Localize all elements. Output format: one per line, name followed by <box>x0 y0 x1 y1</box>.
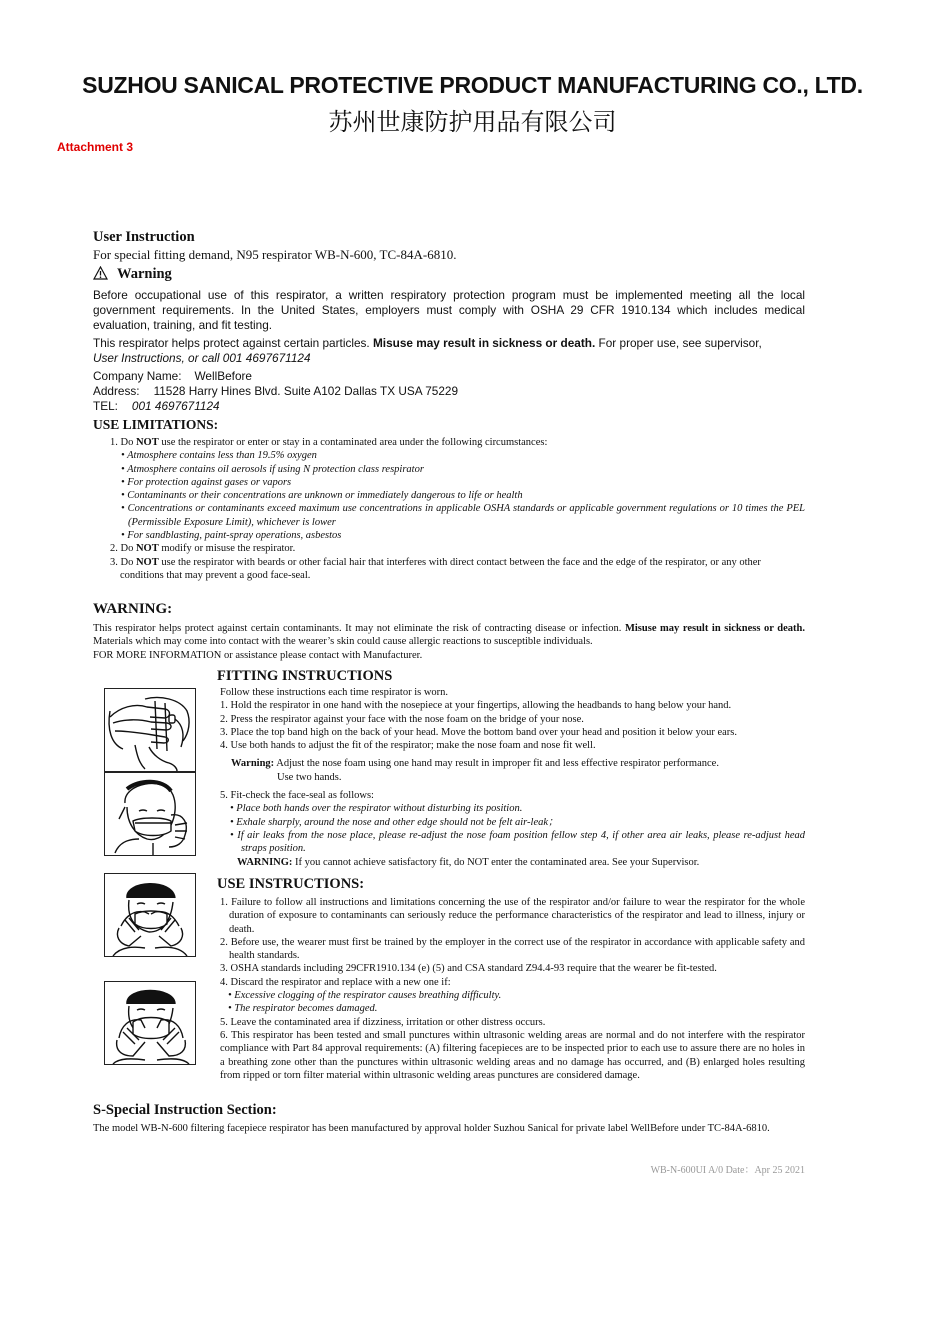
limitation-bullet: • Atmosphere contains oil aerosols if using N protection class respirator <box>121 463 424 475</box>
use-instruction-item: 6. This respirator has been tested and small punctures within ultrasonic welding areas are normal and do not interfere with the respirator compliance with Part 84 approval requirements: (A) filtering facepieces are to be inspected prior to each use to assure there are no holes in a breathing zone other than the punctures within ultrasonic welding areas and no damage has occurred, and (B) enlarged holes resulting from ripped or torn filter material within ultrasonic welding areas punctures are considered damage. <box>220 1029 805 1081</box>
hand-holding-respirator-figure <box>104 688 196 772</box>
limitation-item-1: 1. Do NOT use the respirator or enter or stay in a contaminated area under the following circumstances: <box>110 437 548 448</box>
fitting-step-5: 5. Fit-check the face-seal as follows: <box>220 790 374 802</box>
fitting-content <box>217 686 805 869</box>
fitting-step: 3. Place the top band high on the back of your head. Move the bottom band over your head and position it below your ears. <box>220 726 738 738</box>
address-value: 11528 Harry Hines Blvd. Suite A102 Dallas TX USA 75229 <box>153 384 459 398</box>
fitting-step: 2. Press the respirator against your face with the nose foam on the bridge of your nose. <box>220 713 584 725</box>
fit-check-bullet: • Exhale sharply, around the nose and other edge should not be felt air-leak； <box>230 816 559 828</box>
company-name-cn: 苏州世康防护用品有限公司 <box>328 108 617 136</box>
address-label: Address: <box>93 384 140 398</box>
fit-check-bullet: • If air leaks from the nose place, please re-adjust the nose foam position fellow step 4, if other area air leaks, please re-adjust head straps position. <box>230 829 805 855</box>
tel-value: 001 4697671124 <box>131 399 220 413</box>
use-instruction-item: 4. Discard the respirator and replace with a new one if: <box>220 976 451 988</box>
fitting-section <box>217 668 805 869</box>
user-instruction-subtitle: For special fitting demand, N95 respirator WB-N-600, TC-84A-6810. <box>93 247 457 262</box>
use-instruction-item: 2. Before use, the wearer must first be trained by the employer in the correct use of the respirator in accordance with applicable safety and health standards. <box>220 936 805 962</box>
limitation-bullet: • Atmosphere contains less than 19.5% oxygen <box>121 450 317 462</box>
use-instruction-item: 1. Failure to follow all instructions and limitations concerning the use of the respirator and/or failure to wear the respirator for the whole duration of exposure to contaminants can seriously reduce the performance characteristics of the respirator and lead to illness, injury or death. <box>220 897 805 935</box>
fitting-step5-bullets <box>220 802 805 855</box>
warning-section <box>93 266 805 414</box>
fitting-warning-2: Use two hands. <box>277 771 342 783</box>
use-limitations-list <box>93 436 805 582</box>
fit-check-bullet: • Place both hands over the respirator without disturbing its position. <box>230 803 523 815</box>
company-name-value: WellBefore <box>194 369 252 383</box>
fitting-title: FITTING INSTRUCTIONS <box>217 668 393 684</box>
company-name-label: Company Name: <box>93 369 182 383</box>
company-name-en: SUZHOU SANICAL PROTECTIVE PRODUCT MANUFACTURING CO., LTD. <box>82 72 863 98</box>
fitting-final-warning: WARNING: If you cannot achieve satisfactory fit, do NOT enter the contaminated area. See your Supervisor. <box>237 856 700 868</box>
limitation-bullet: • For sandblasting, paint-spray operations, asbestos <box>121 530 342 542</box>
discard-bullet: • The respirator becomes damaged. <box>228 1003 378 1015</box>
warning-triangle-icon <box>93 266 109 285</box>
use-instructions-list <box>217 896 805 1082</box>
warning-p2-contact: User Instructions, or call 001 4697671124 <box>93 351 311 365</box>
use-instructions-title: USE INSTRUCTIONS: <box>217 876 365 892</box>
warning2-title: WARNING: <box>93 601 173 617</box>
warning-p2-text: This respirator helps protect against certain particles. <box>93 336 370 350</box>
use-instruction-item: 3. OSHA standards including 29CFR1910.134 (e) (5) and CSA standard Z94.4-93 require that the wearer be fit-tested. <box>220 963 717 975</box>
special-instruction-text: The model WB-N-600 filtering facepiece respirator has been manufactured by approval holder Suzhou Sanical for private label WellBefore under TC-84A-6810. <box>93 1123 770 1134</box>
user-instruction-title: User Instruction <box>93 229 195 245</box>
limitation-bullets <box>93 449 805 542</box>
tel-label: TEL: <box>93 399 118 413</box>
warning-paragraph-2 <box>93 336 805 366</box>
fitting-step: 1. Hold the respirator in one hand with the nosepiece at your fingertips, allowing the headbands to hang below your hand. <box>220 700 732 712</box>
warning-title: Warning <box>117 266 172 282</box>
person-fit-check-figure <box>104 981 196 1065</box>
warning-p2-bold: Misuse may result in sickness or death. <box>372 336 596 350</box>
limitation-bullet: • Contaminants or their concentrations are unknown or immediately dangerous to life or health <box>121 490 523 502</box>
limitation-bullet: • For protection against gases or vapors <box>121 476 292 488</box>
limitation-item-2: 2. Do NOT modify or misuse the respirator. <box>110 543 296 555</box>
document-footer: WB-N-600UI A/0 Date：Apr 25 2021 <box>650 1165 805 1176</box>
use-instructions-section <box>217 876 805 1082</box>
discard-bullet: • Excessive clogging of the respirator causes breathing difficulty. <box>228 990 502 1002</box>
user-instruction-section <box>93 229 805 262</box>
attachment-label: Attachment 3 <box>57 140 134 154</box>
warning2-paragraph: This respirator helps protect against certain contaminants. It may not eliminate the risk of contracting disease or infection. Misuse may result in sickness or death. Materials which may come into contact with the wearer’s skin could cause allergic reactions to susceptible individuals. <box>93 623 805 648</box>
warning2-more-info: FOR MORE INFORMATION or assistance please contact with Manufacturer. <box>93 649 423 661</box>
limitation-item-3: 3. Do NOT use the respirator with beards or other facial hair that interferes with direct contact between the face and the edge of the respirator, or any other conditions that may prevent a good face-seal. <box>110 556 761 581</box>
fitting-intro: Follow these instructions each time respirator is worn. <box>220 687 449 698</box>
discard-bullets <box>220 989 805 1016</box>
person-adjusting-nose-figure <box>104 873 196 957</box>
fitting-warning: Warning: Adjust the nose foam using one hand may result in improper fit and less effective respirator performance. <box>231 758 719 770</box>
use-limitations-section <box>93 417 805 582</box>
special-instruction-title: S-Special Instruction Section: <box>93 1102 277 1118</box>
warning-heading <box>93 266 805 285</box>
use-instruction-item: 5. Leave the contaminated area if dizziness, irritation or other distress occurs. <box>220 1016 546 1028</box>
company-info <box>93 369 805 414</box>
limitation-bullet: • Concentrations or contaminants exceed maximum use concentrations in applicable OSHA standards or applicable government regulations or 10 times the PEL (Permissible Exposure Limit), whichever is lower <box>121 503 805 528</box>
fitting-step: 4. Use both hands to adjust the fit of the respirator; make the nose foam and nose fit well. <box>220 740 596 752</box>
use-limitations-title: USE LIMITATIONS: <box>93 417 219 432</box>
warning2-section <box>93 601 805 662</box>
special-instruction-section <box>93 1102 805 1135</box>
warning-p2-text2: For proper use, see supervisor, <box>598 336 762 350</box>
person-wearing-respirator-figure <box>104 772 196 856</box>
warning-paragraph-1: Before occupational use of this respirator, a written respiratory protection program must be implemented meeting all the local government requirements. In the United States, employers must comply with OSHA 29 CFR 1910.134 which includes medical evaluation, training, and fit testing. <box>93 288 805 332</box>
